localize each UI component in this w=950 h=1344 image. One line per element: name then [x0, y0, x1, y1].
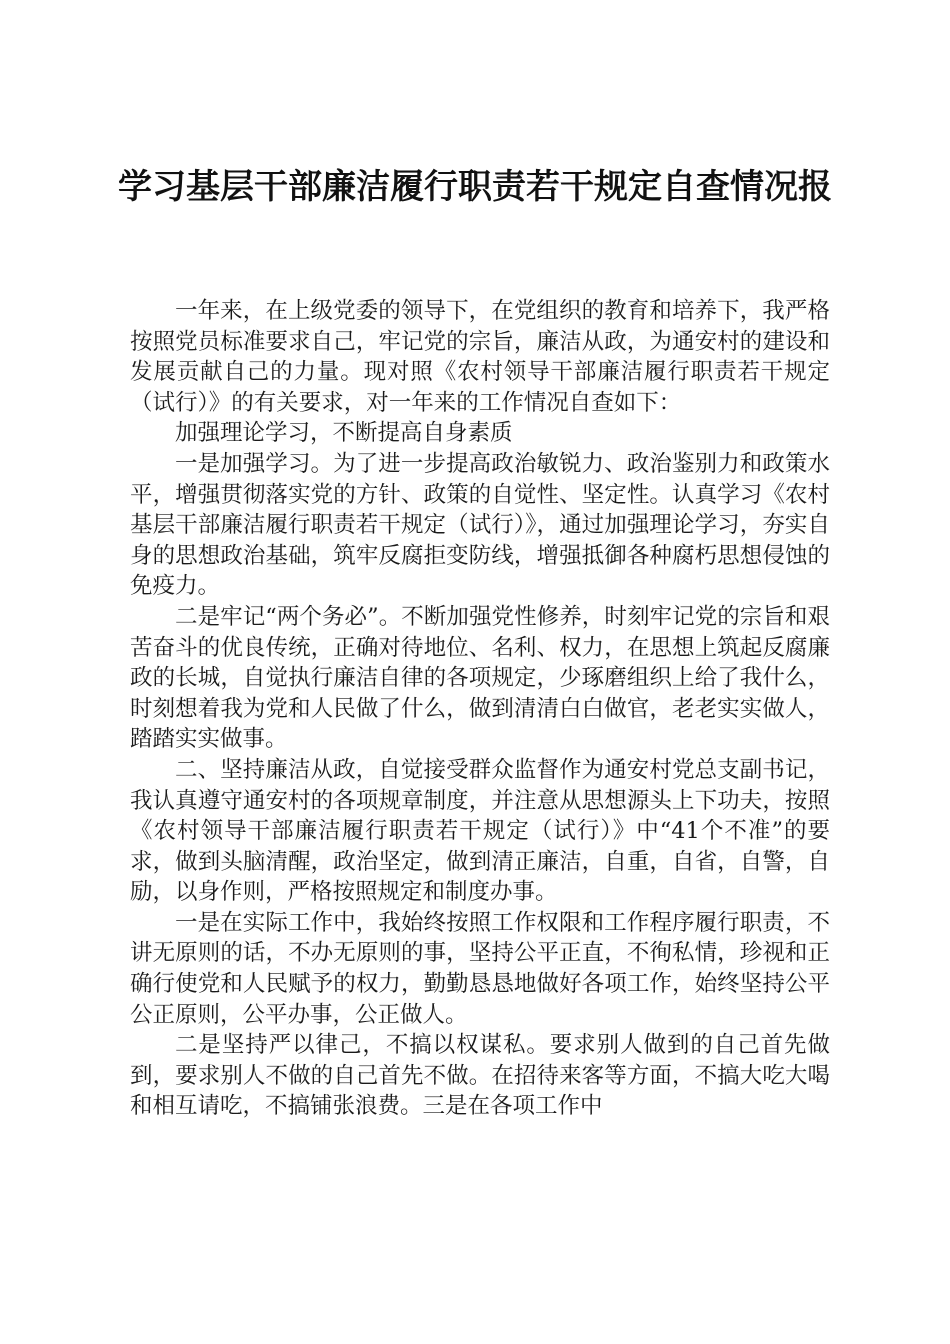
document-title: 学习基层干部廉洁履行职责若干规定自查情况报: [118, 167, 832, 207]
paragraph-duties: 一是在实际工作中，我始终按照工作权限和工作程序履行职责，不讲无原则的话，不办无原则的事，坚持公平正直，不徇私情，珍视和正确行使党和人民赋予的权力，勤勤恳恳地做好各项工作，始终坚持公平公正原则，公平办事，公正做人。: [130, 909, 830, 1028]
paragraph-intro: 一年来，在上级党委的领导下，在党组织的教育和培养下，我严格按照党员标准要求自己，牢记党的宗旨，廉洁从政，为通安村的建设和发展贡献自己的力量。现对照《农村领导干部廉洁履行职责若干规定（试行）》的有关要求，对一年来的工作情况自查如下：: [130, 298, 830, 416]
document-body: [130, 296, 830, 1122]
paragraph-clean-governance: 二、坚持廉洁从政，自觉接受群众监督作为通安村党总支副书记，我认真遵守通安村的各项规章制度，并注意从思想源头上下功夫，按照《农村领导干部廉洁履行职责若干规定（试行）》中“41个不准”的要求，做到头脑清醒，政治坚定，做到清正廉洁，自重，自省，自警，自励，以身作则，严格按照规定和制度办事。: [130, 756, 830, 906]
paragraph-two-musts: 二是牢记“两个务必”。不断加强党性修养，时刻牢记党的宗旨和艰苦奋斗的优良传统，正确对待地位、名利、权力，在思想上筑起反腐廉政的长城，自觉执行廉洁自律的各项规定，少琢磨组织上给了我什么，时刻想着我为党和人民做了什么，做到清清白白做官，老老实实做人，踏踏实实做事。: [130, 603, 830, 753]
paragraph-study: 一是加强学习。为了进一步提高政治敏锐力、政治鉴别力和政策水平，增强贯彻落实党的方针、政策的自觉性、坚定性。认真学习《农村基层干部廉洁履行职责若干规定（试行）》，通过加强理论学习，夯实自身的思想政治基础，筑牢反腐拒变防线，增强抵御各种腐朽思想侵蚀的免疫力。: [130, 450, 830, 600]
section-heading-theory-study: 加强理论学习，不断提高自身素质: [175, 420, 513, 447]
paragraph-self-discipline: 二是坚持严以律己，不搞以权谋私。要求别人做到的自己首先做到，要求别人不做的自己首先不做。在招待来客等方面，不搞大吃大喝和相互请吃，不搞铺张浪费。三是在各项工作中: [130, 1032, 830, 1120]
